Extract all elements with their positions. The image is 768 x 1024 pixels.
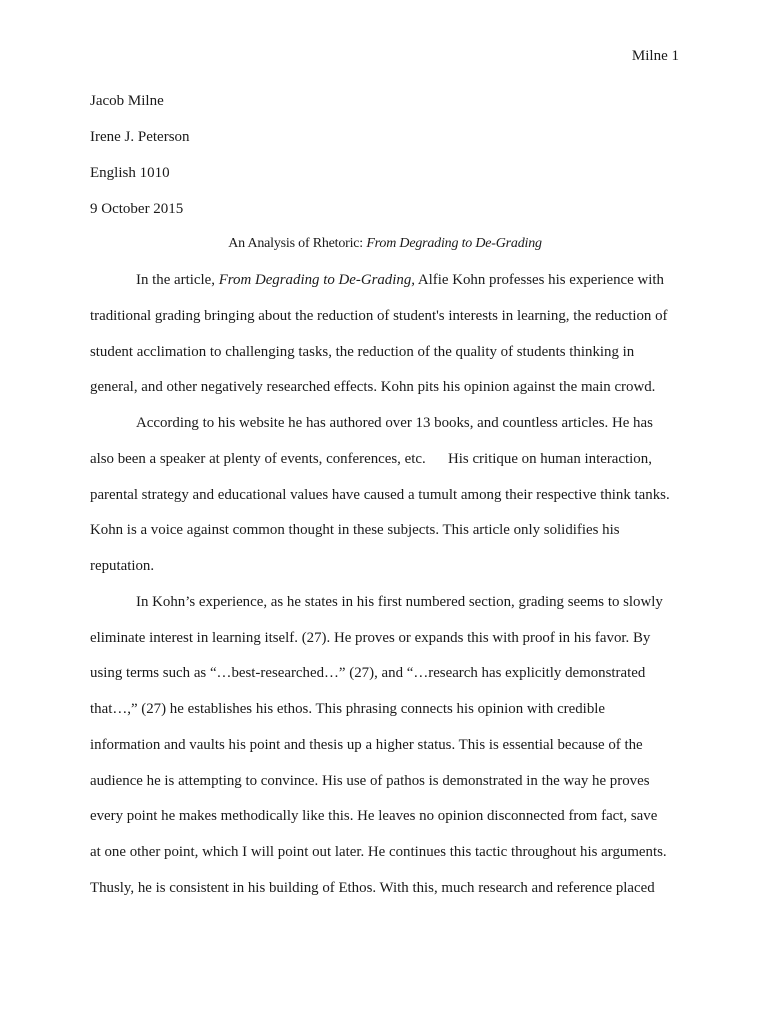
paragraph-3-line-9: Thusly, he is consistent in his building of Ethos. With this, much research and reference placed [90,879,655,896]
paragraph-3-line-8: at one other point, which I will point out later. He continues this tactic throughout his arguments. [90,844,667,860]
paragraph-3-line-1: In Kohn’s experience, as he states in his first numbered section, grading seems to slowly [136,593,663,610]
title-italic: From Degrading to De-Grading [366,236,542,251]
paragraph-2-line-1: According to his website he has authored over 13 books, and countless articles. He has [136,415,653,431]
instructor-name: Irene J. Peterson [90,129,190,145]
p1-l1-post: Alfie Kohn professes his experience with [415,272,664,288]
essay-body [90,268,680,912]
course-name: English 1010 [90,165,170,181]
paragraph-2-line-5: reputation. [90,558,155,574]
essay-title [90,232,680,256]
paragraph-2-line-4: Kohn is a voice against common thought in these subjects. This article only solidifies his [90,522,620,539]
title-prefix: An Analysis of Rhetoric: [228,236,367,251]
paragraph-1-line-4: general, and other negatively researched effects. Kohn pits his opinion against the main crowd. [90,379,656,396]
author-name: Jacob Milne [90,93,164,109]
paragraph-1-line-1 [90,268,680,304]
date: 9 October 2015 [90,201,184,217]
paragraph-2-line-3: parental strategy and educational values have caused a tumult among their respective think tanks. [90,486,670,503]
paragraph-3-line-6: audience he is attempting to convince. His use of pathos is demonstrated in the way he proves [90,772,650,789]
paragraph-1-line-2: traditional grading bringing about the reduction of student's interests in learning, the reduction of [90,307,668,324]
paragraph-2-line-2: also been a speaker at plenty of events, conferences, etc. His critique on human interaction, [90,450,652,467]
paragraph-3-line-4: that…,” (27) he establishes his ethos. This phrasing connects his opinion with credible [90,701,606,717]
p1-l1-italic-title: From Degrading to De-Grading, [218,272,416,288]
paragraph-3-line-7: every point he makes methodically like this. He leaves no opinion disconnected from fact, save [90,808,658,825]
running-head: Milne 1 [631,48,679,64]
paragraph-3-line-5: information and vaults his point and thesis up a higher status. This is essential because of the [90,736,643,753]
paragraph-1-line-3: student acclimation to challenging tasks, the reduction of the quality of students thinking in [90,343,635,360]
p1-l1-pre: In the article, [136,272,219,288]
mla-heading [90,89,680,233]
paragraph-3-line-2: eliminate interest in learning itself. (27). He proves or expands this with proof in his favor. By [90,629,651,646]
paragraph-3-line-3: using terms such as “…best-researched…” (27), and “…research has explicitly demonstrated [90,665,646,682]
